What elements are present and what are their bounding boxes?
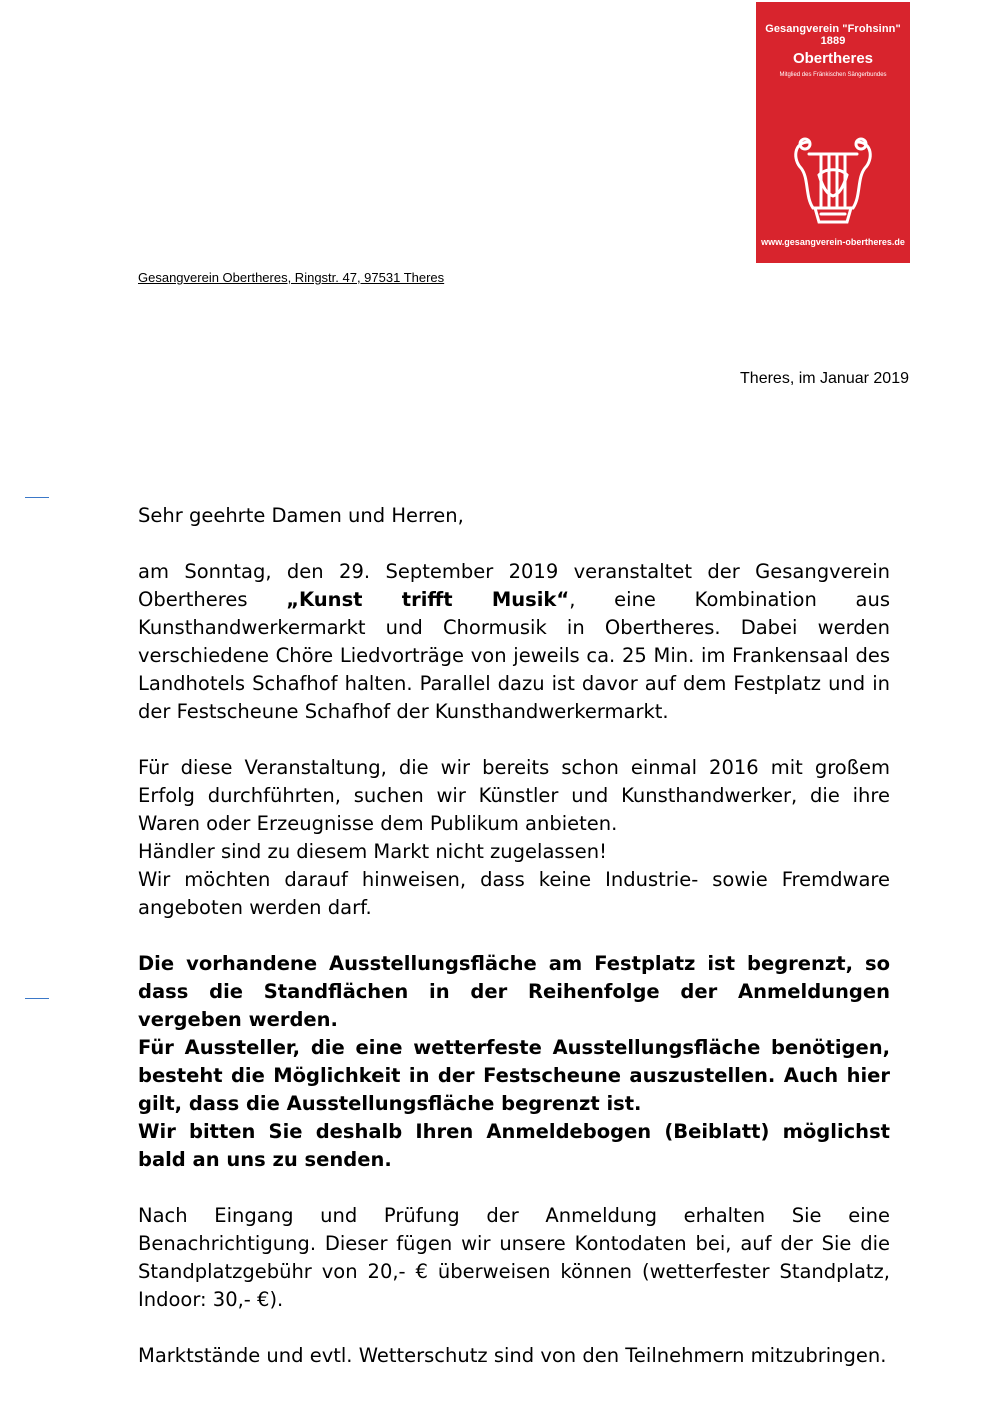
letter-body — [138, 502, 890, 1370]
paragraph-space-limited: Die vorhandene Ausstellungsfläche am Festplatz ist begrenzt, so dass die Standflächen in der Reihenfolge der Anmeldungen vergeben werden. — [138, 952, 890, 1031]
paragraph-register-soon: Wir bitten Sie deshalb Ihren Anmeldebogen (Beiblatt) möglichst bald an uns zu senden. — [138, 1120, 890, 1171]
salutation: Sehr geehrte Damen und Herren, — [138, 504, 464, 527]
fold-mark — [25, 497, 49, 498]
paragraph-bring-stands: Marktstände und evtl. Wetterschutz sind von den Teilnehmern mitzubringen. — [138, 1344, 887, 1367]
paragraph-call-for-artists: Für diese Veranstaltung, die wir bereits schon einmal 2016 mit großem Erfolg durchführten, suchen wir Künstler und Kunsthandwerker, die ihre Waren oder Erzeugnisse dem Publikum anbieten. — [138, 756, 890, 835]
club-logo — [756, 2, 910, 263]
paragraph-event — [138, 558, 890, 726]
event-details: , eine Kombination aus Kunsthandwerkermarkt und Chormusik in Obertheres. Dabei werden verschiedene Chöre Liedvorträge von jeweils ca. 25 Min. im Frankensaal des Landhotels Schafhof halten. Parallel dazu ist davor auf dem Festplatz und in der Festscheune Schafhof der Kunsthandwerkermarkt. — [138, 588, 891, 723]
event-intro: am Sonntag, den 29. September 2019 veranstaltet der Gesangverein Obertheres — [138, 560, 890, 611]
paragraph-fee: Nach Eingang und Prüfung der Anmeldung erhalten Sie eine Benachrichtigung. Dieser fügen wir unsere Kontodaten bei, auf der Sie die Standplatzgebühr von 20,- € überweisen können (wetterfester Standplatz, Indoor: 30,- €). — [138, 1204, 890, 1311]
sender-address: Gesangverein Obertheres, Ringstr. 47, 97531 Theres — [138, 270, 445, 285]
event-name: „Kunst trifft Musik“ — [286, 588, 570, 611]
paragraph-no-industrial-goods: Wir möchten darauf hinweisen, dass keine Industrie- sowie Fremdware angeboten werden darf. — [138, 868, 890, 919]
logo-member-line: Mitglied des Fränkischen Sängerbundes — [779, 72, 887, 78]
logo-town: Obertheres — [792, 50, 874, 67]
letter-date: Theres, im Januar 2019 — [740, 370, 909, 387]
lyre-icon — [783, 130, 883, 230]
logo-website: www.gesangverein-obertheres.de — [761, 237, 905, 247]
paragraph-festscheune: Für Aussteller, die eine wetterfeste Ausstellungsfläche benötigen, besteht die Möglichkeit in der Festscheune auszustellen. Auch hier gilt, dass die Ausstellungsfläche begrenzt ist. — [138, 1036, 890, 1115]
logo-club-line: Gesangverein "Frohsinn" 1889 — [765, 23, 901, 47]
fold-mark — [25, 998, 49, 999]
paragraph-no-dealers: Händler sind zu diesem Markt nicht zugelassen! — [138, 840, 607, 863]
